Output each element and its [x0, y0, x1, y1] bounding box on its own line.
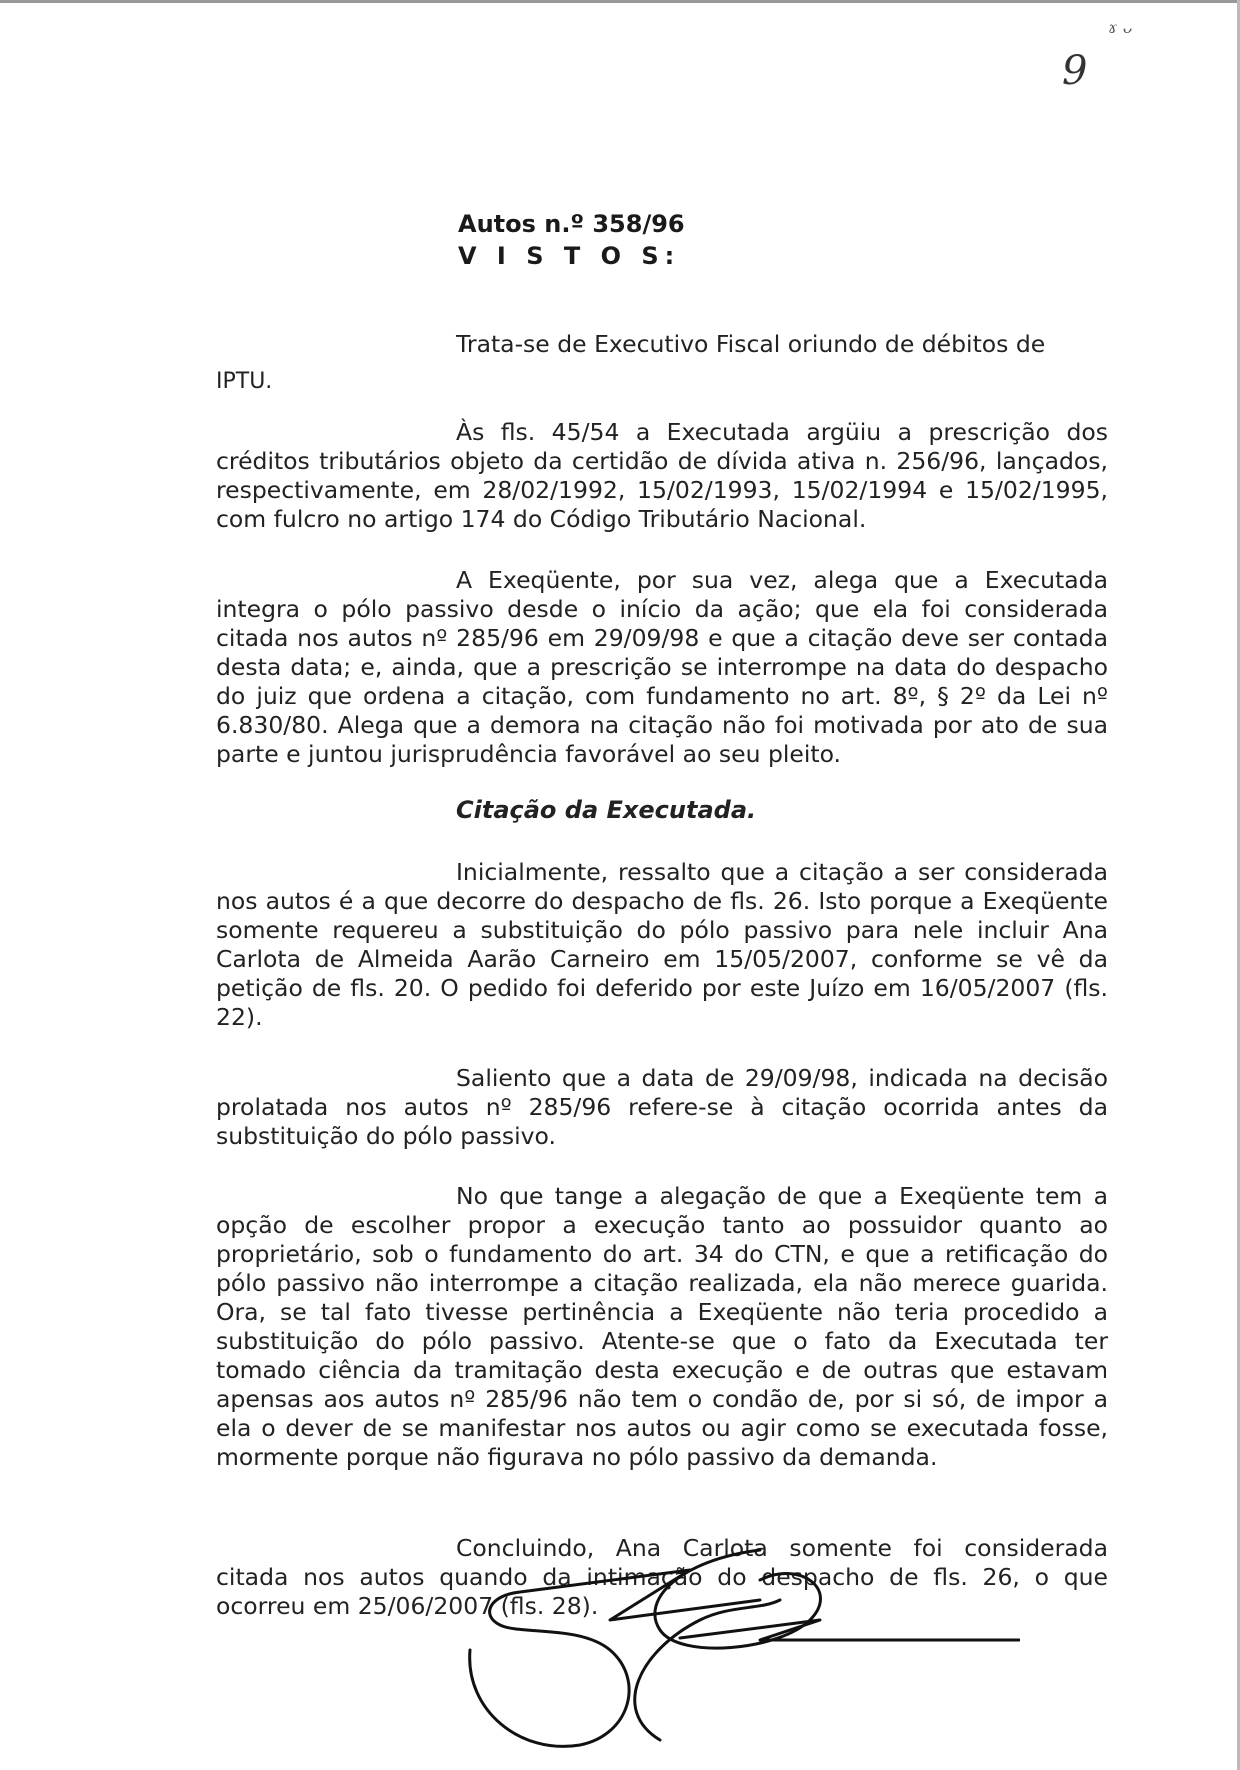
paragraph-6: No que tange a alegação de que a Exeqüente tem a opção de escolher propor a execução tanto ao possuidor quanto ao proprietário, sob o fundamento do art. 34 do CTN, e que a retificação do pólo passivo não interrompe a citação realizada, ela não merece guarida. Ora, se tal fato tivesse pertinência a Exeqüente não teria procedido a substituição do pólo passivo. Atente-se que o fato da Executada ter tomado ciência da tramitação desta execução e de outras que estavam apensas aos autos nº 285/96 não tem o condão de, por si só, de impor a ela o dever de se manifestar nos autos ou agir como se executada fosse, mormente porque não figurava no pólo passivo da demanda.: [216, 1182, 1108, 1471]
paragraph-4: Inicialmente, ressalto que a citação a ser considerada nos autos é a que decorre do despacho de fls. 26. Isto porque a Exeqüente somente requereu a substituição do pólo passivo para nele incluir Ana Carlota de Almeida Aarão Carneiro em 15/05/2007, conforme se vê da petição de fls. 20. O pedido foi deferido por este Juízo em 16/05/2007 (fls. 22).: [216, 858, 1108, 1031]
document-header: [458, 208, 685, 272]
paragraph-5: Saliento que a data de 29/09/98, indicada na decisão prolatada nos autos nº 285/96 refere-se à citação ocorrida antes da substituição do pólo passivo.: [216, 1064, 1108, 1150]
corner-handwritten-mark: ɤ ᴗ: [1108, 18, 1132, 37]
paragraph-7: Concluindo, Ana Carlota somente foi considerada citada nos autos quando da intimação do despacho de fls. 26, o que ocorreu em 25/06/2007 (fls. 28).: [216, 1534, 1108, 1620]
handwritten-page-number: 9: [1062, 48, 1088, 94]
case-number: Autos n.º 358/96: [458, 210, 685, 238]
vistos-heading: V I S T O S:: [458, 242, 681, 270]
paragraph-1-continuation: IPTU.: [216, 369, 273, 394]
section-title: Citação da Executada.: [456, 796, 757, 824]
scan-edge-top: [0, 0, 1240, 3]
paragraph-2: Às fls. 45/54 a Executada argüiu a prescrição dos créditos tributários objeto da certidão de dívida ativa n. 256/96, lançados, respectivamente, em 28/02/1992, 15/02/1993, 15/02/1994 e 15/02/1995, com fulcro no artigo 174 do Código Tributário Nacional.: [216, 418, 1108, 533]
paragraph-1: [216, 330, 1108, 396]
paragraph-3: A Exeqüente, por sua vez, alega que a Executada integra o pólo passivo desde o início da ação; que ela foi considerada citada nos autos nº 285/96 em 29/09/98 e que a citação deve ser contada desta data; e, ainda, que a prescrição se interrompe na data do despacho do juiz que ordena a citação, com fundamento no art. 8º, § 2º da Lei nº 6.830/80. Alega que a demora na citação não foi motivada por ato de sua parte e juntou jurisprudência favorável ao seu pleito.: [216, 566, 1108, 768]
handwritten-signature: [460, 1540, 1020, 1760]
paragraph-1-line: Trata-se de Executivo Fiscal oriundo de débitos de: [456, 330, 1046, 358]
